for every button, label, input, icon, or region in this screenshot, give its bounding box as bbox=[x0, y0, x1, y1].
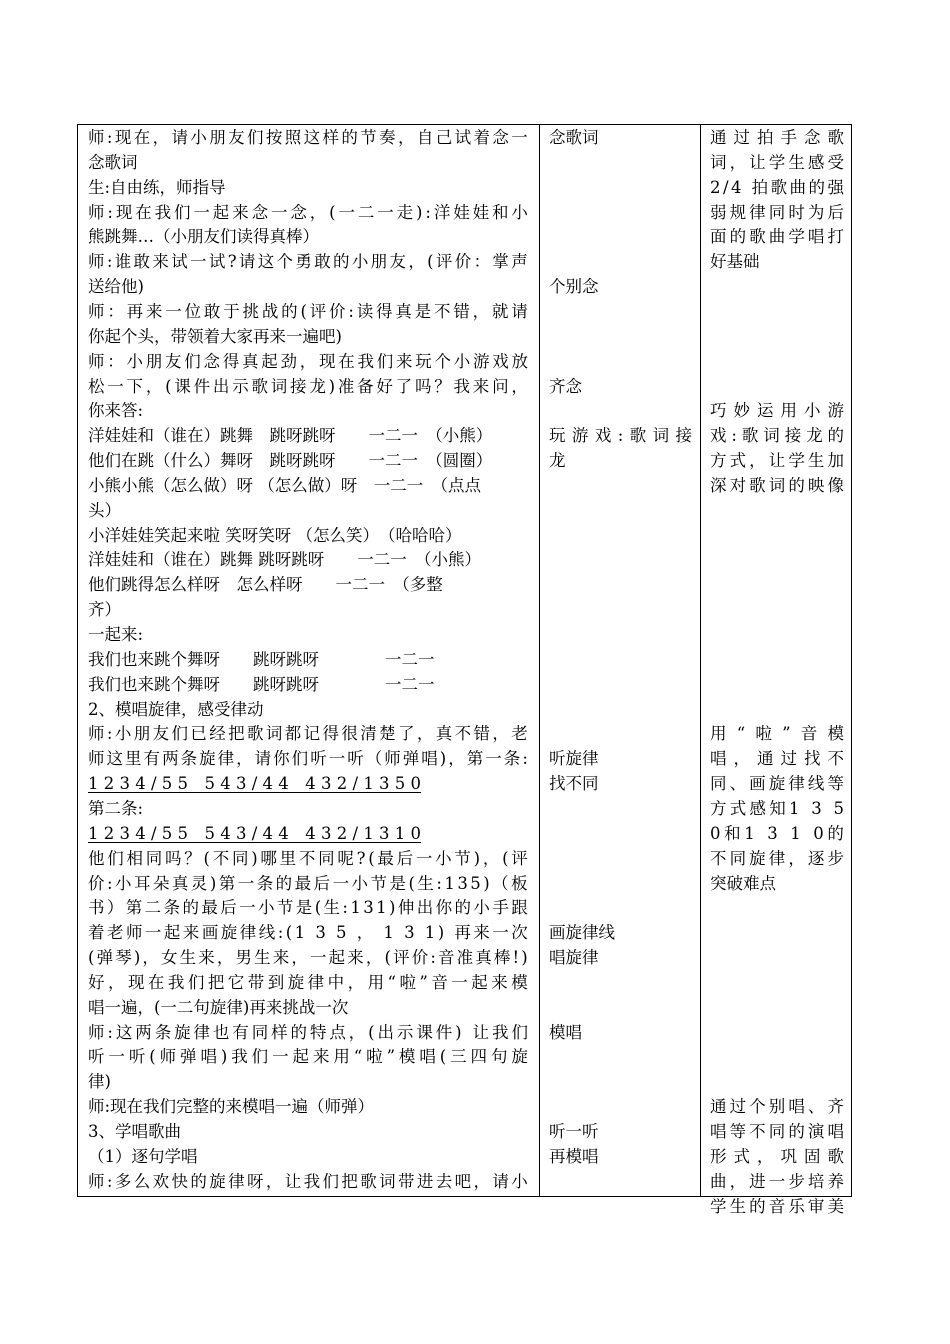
design-intent-line: 唱 ， 通 过 找 不 bbox=[710, 749, 844, 769]
design-intent-line: 突破难点 bbox=[710, 873, 776, 893]
design-intent-line: 同 、 画 旋 律 线 等 bbox=[710, 774, 844, 794]
process-line: 念歌词 bbox=[88, 152, 138, 172]
process-line: （1）逐句学唱 bbox=[88, 1146, 198, 1166]
process-line: 3、学唱歌曲 bbox=[88, 1122, 181, 1141]
activity-label: 画旋律线 bbox=[549, 923, 615, 943]
design-intent-line: 学 生 的 音 乐 审 美 bbox=[710, 1196, 844, 1216]
activity-label: 模唱 bbox=[549, 1022, 582, 1042]
process-line: 熊跳舞…（小朋友们读得真棒） bbox=[88, 227, 319, 247]
design-intent-line: 方 式 ， 让 学 生 加 bbox=[710, 451, 844, 471]
design-intent-line: 深 对 歌 词 的 映 像 bbox=[710, 475, 844, 495]
activity-label: 听旋律 bbox=[549, 749, 599, 769]
activity-label: 个别念 bbox=[549, 277, 599, 297]
student-activity-column bbox=[540, 125, 701, 1197]
process-line: 小洋娃娃笑起来啦 笑呀笑呀 （怎么笑） （哈哈哈） bbox=[88, 525, 462, 545]
design-intent-line: 形 式 ， 巩 固 歌 bbox=[710, 1146, 844, 1166]
process-line: 你起个头，带领着大家再来一遍吧) bbox=[88, 326, 342, 346]
design-intent-line: 弱 规 律 同 时 为 后 bbox=[710, 202, 844, 222]
design-intent-line: 戏 : 歌 词 接 龙 的 bbox=[710, 426, 844, 446]
process-line: 第二条: bbox=[88, 798, 144, 818]
table-row bbox=[78, 125, 852, 1197]
process-line: 头） bbox=[88, 500, 121, 520]
process-line: 洋娃娃和（谁在）跳舞 跳呀跳呀 一二一 （小熊） bbox=[88, 426, 493, 446]
process-line: 师 : 这 两 条 旋 律 也 有 同 样 的 特 点 ， ( 出 示 课 件 ) 让 我 们 bbox=[88, 1022, 528, 1042]
process-line: 送给他) bbox=[88, 277, 144, 297]
design-intent-line: 词 ， 让 学 生 感 受 bbox=[710, 152, 844, 172]
process-line: 师:现在我们完整的来模唱一遍（师弹） bbox=[88, 1097, 375, 1117]
activity-label: 听一听 bbox=[549, 1122, 599, 1141]
design-intent-line: 0 和 1 3 1 0 的 bbox=[710, 823, 844, 843]
design-intent-column bbox=[701, 125, 852, 1216]
design-intent-line: 唱 等 不 同 的 演 唱 bbox=[710, 1122, 844, 1141]
process-line: 他们跳得怎么样呀 怎么样呀 一二一 （多整 bbox=[88, 575, 443, 595]
design-intent-line: 2 / 4 拍 歌 曲 的 强 bbox=[710, 177, 844, 197]
melody-notation-line: 1 2 3 4 / 5 5 5 4 3 / 4 4 4 3 2 / 1 3 5 0 bbox=[88, 774, 422, 794]
process-line: 着 老 师 一 起 来 画 旋 律 线 : ( 1 3 5 ， 1 3 1 ) 再 来 一 次 bbox=[88, 923, 528, 943]
activity-label: 找不同 bbox=[549, 774, 599, 794]
process-line: 洋娃娃和（谁在）跳舞 跳呀跳呀 一二一 （小熊） bbox=[88, 550, 481, 570]
design-intent-line: 不 同 旋 律 ， 逐 步 bbox=[710, 848, 844, 868]
process-line: ( 弹 琴 ) ， 女 生 来 ， 男 生 来 ， 一 起 来 ， ( 评 价 : 音 准 真 棒 ! ) bbox=[88, 948, 528, 968]
design-intent-line: 面 的 歌 曲 学 唱 打 bbox=[710, 227, 844, 247]
process-line: 师 这 里 有 两 条 旋 律 ， 请 你 们 听 一 听 （ 师 弹 唱 ) ， 第 一 条 : bbox=[88, 749, 528, 769]
process-line: 好 ， 现 在 我 们 把 它 带 到 旋 律 中 ， 用 “ 啦 ” 音 一 起 来 模 bbox=[88, 972, 528, 992]
process-line: 书 ） 第 二 条 的 最 后 一 小 节 是 ( 生 : 1 3 1 ) 伸 出 你 的 小 手 跟 bbox=[88, 898, 528, 918]
process-line: 2、模唱旋律，感受律动 bbox=[88, 699, 264, 719]
process-line: 一起来: bbox=[88, 625, 144, 644]
process-line: 唱一遍，(一二句旋律)再来挑战一次 bbox=[88, 997, 349, 1017]
design-intent-line: 巧 妙 运 用 小 游 bbox=[710, 401, 844, 421]
activity-label: 再模唱 bbox=[549, 1146, 599, 1166]
process-line: 律) bbox=[88, 1072, 111, 1092]
process-line: 师 ： 再 来 一 位 敢 于 挑 战 的 ( 评 价 : 读 得 真 是 不 错 ， 就 请 bbox=[88, 301, 528, 321]
process-line: 我们也来跳个舞呀 跳呀跳呀 一二一 bbox=[88, 649, 435, 669]
process-line: 我们也来跳个舞呀 跳呀跳呀 一二一 bbox=[88, 674, 435, 694]
process-line: 听 一 听 ( 师 弹 唱 ) 我 们 一 起 来 用 “ 啦 ” 模 唱 ( 三 四 句 旋 bbox=[88, 1047, 528, 1067]
teaching-process-column bbox=[78, 125, 540, 1197]
activity-label: 龙 bbox=[549, 451, 566, 471]
lesson-plan-table bbox=[77, 124, 852, 1216]
process-line: 师 ： 小 朋 友 们 念 得 真 起 劲 ， 现 在 我 们 来 玩 个 小 游 戏 放 bbox=[88, 351, 528, 371]
melody-notation-line: 1 2 3 4 / 5 5 5 4 3 / 4 4 4 3 2 / 1 3 1 0 bbox=[88, 823, 422, 843]
process-line: 生:自由练，师指导 bbox=[88, 177, 226, 197]
process-line: 你来答: bbox=[88, 401, 144, 421]
design-intent-line: 通 过 拍 手 念 歌 bbox=[710, 128, 844, 147]
process-line: 小熊小熊（怎么做）呀 （怎么做）呀 一二一 （点点 bbox=[88, 475, 481, 495]
process-line: 师 : 小 朋 友 们 已 经 把 歌 词 都 记 得 很 清 楚 了 ， 真 不 错 ， 老 bbox=[88, 724, 528, 744]
process-line: 齐） bbox=[88, 600, 121, 620]
design-intent-line: 通 过 个 别 唱 、 齐 bbox=[710, 1097, 844, 1117]
process-line: 师 : 现 在 ， 请 小 朋 友 们 按 照 这 样 的 节 奏 ， 自 己 试 着 念 一 bbox=[88, 128, 528, 147]
design-intent-line: 用 “ 啦 ” 音 模 bbox=[710, 724, 844, 744]
design-intent-line: 方 式 感 知 1 3 5 bbox=[710, 798, 844, 818]
activity-label: 玩 游 戏 : 歌 词 接 bbox=[549, 426, 692, 446]
activity-label: 唱旋律 bbox=[549, 948, 599, 968]
process-line: 师 : 谁 敢 来 试 一 试 ? 请 这 个 勇 敢 的 小 朋 友 ， ( 评 价 ： 掌 声 bbox=[88, 252, 528, 272]
design-intent-line: 曲 ， 进 一 步 培 养 bbox=[710, 1171, 844, 1191]
process-line: 师 : 多 么 欢 快 的 旋 律 呀 ， 让 我 们 把 歌 词 带 进 去 吧 ， 请 小 bbox=[88, 1171, 528, 1191]
process-line: 师 : 现 在 我 们 一 起 来 念 一 念 ， ( 一 二 一 走 ) : 洋 娃 娃 和 小 bbox=[88, 202, 528, 222]
activity-label: 齐念 bbox=[549, 376, 582, 396]
activity-label: 念歌词 bbox=[549, 128, 599, 147]
process-line: 他们在跳（什么）舞呀 跳呀跳呀 一二一 （圆圈） bbox=[88, 451, 493, 471]
process-line: 他 们 相 同 吗 ？ ( 不 同 ) 哪 里 不 同 呢 ? ( 最 后 一 小 节 ) ， ( 评 bbox=[88, 848, 528, 868]
design-intent-line: 好基础 bbox=[710, 252, 760, 272]
process-line: 松 一 下 ， ( 课 件 出 示 歌 词 接 龙 ) 准 备 好 了 吗 ？ 我 来 问 ， bbox=[88, 376, 528, 396]
process-line: 价 : 小 耳 朵 真 灵 ) 第 一 条 的 最 后 一 小 节 是 ( 生 : 1 3 5 ) （ 板 bbox=[88, 873, 528, 893]
